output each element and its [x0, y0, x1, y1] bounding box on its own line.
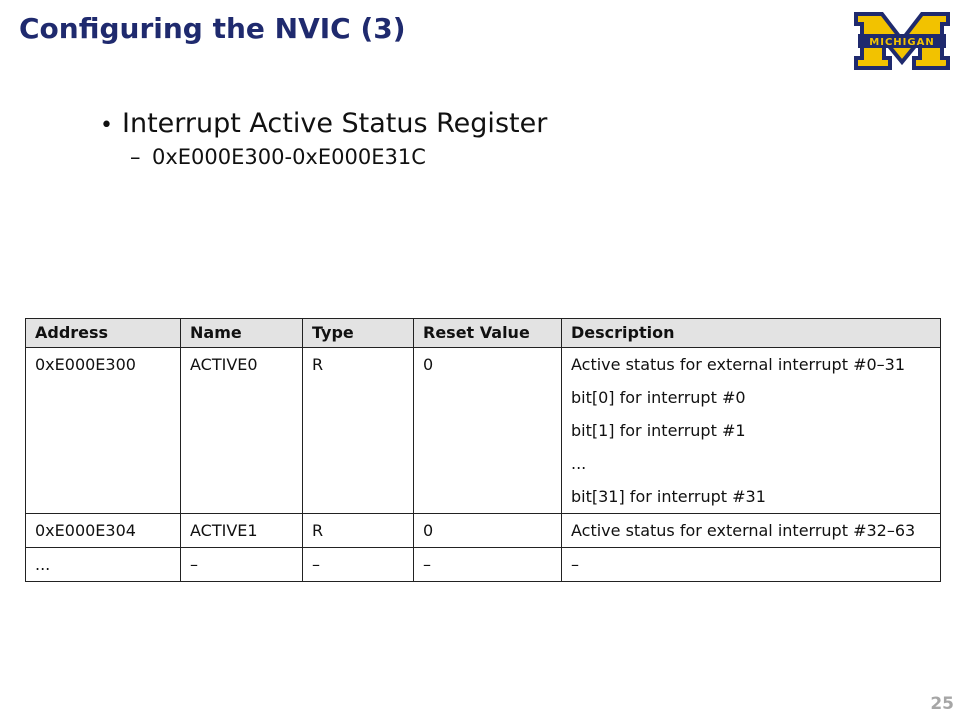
bullet-list — [100, 108, 547, 169]
description-line: bit[1] for interrupt #1 — [571, 421, 746, 440]
header-type: Type — [303, 319, 414, 348]
cell-reset: – — [414, 548, 562, 582]
cell-description — [562, 348, 941, 514]
cell-address: 0xE000E300 — [26, 348, 181, 514]
bullet-item — [100, 108, 547, 139]
description-line: ... — [571, 454, 587, 473]
description-line: Active status for external interrupt #32–63 — [571, 521, 916, 540]
cell-type: R — [303, 348, 414, 514]
bullet-text: Interrupt Active Status Register — [122, 108, 548, 139]
cell-type: – — [303, 548, 414, 582]
sub-bullet-item — [130, 145, 547, 169]
table-row — [26, 348, 941, 514]
logo-wordmark: MICHIGAN — [869, 37, 935, 48]
description-line: bit[31] for interrupt #31 — [571, 487, 766, 506]
slide-title: Configuring the NVIC (3) — [19, 12, 406, 45]
page-number: 25 — [930, 694, 954, 714]
table-row — [26, 548, 941, 582]
description-line: Active status for external interrupt #0–31 — [571, 355, 906, 374]
header-name: Name — [181, 319, 303, 348]
cell-name: ACTIVE0 — [181, 348, 303, 514]
cell-reset: 0 — [414, 514, 562, 548]
bullet-dot: • — [100, 113, 113, 138]
sub-bullet-marker: – — [130, 145, 141, 169]
michigan-logo — [852, 10, 952, 70]
cell-reset: 0 — [414, 348, 562, 514]
sub-bullet-text: 0xE000E300-0xE000E31C — [152, 145, 426, 169]
logo-registered-mark: ® — [943, 65, 949, 70]
table-row — [26, 514, 941, 548]
register-table — [25, 318, 941, 582]
cell-type: R — [303, 514, 414, 548]
cell-description — [562, 514, 941, 548]
header-reset-value: Reset Value — [414, 319, 562, 348]
description-line: – — [571, 555, 579, 574]
header-description: Description — [562, 319, 941, 348]
cell-description — [562, 548, 941, 582]
description-line: bit[0] for interrupt #0 — [571, 388, 746, 407]
cell-address: 0xE000E304 — [26, 514, 181, 548]
cell-name: – — [181, 548, 303, 582]
cell-name: ACTIVE1 — [181, 514, 303, 548]
cell-address: ... — [26, 548, 181, 582]
header-address: Address — [26, 319, 181, 348]
table-header-row — [26, 319, 941, 348]
